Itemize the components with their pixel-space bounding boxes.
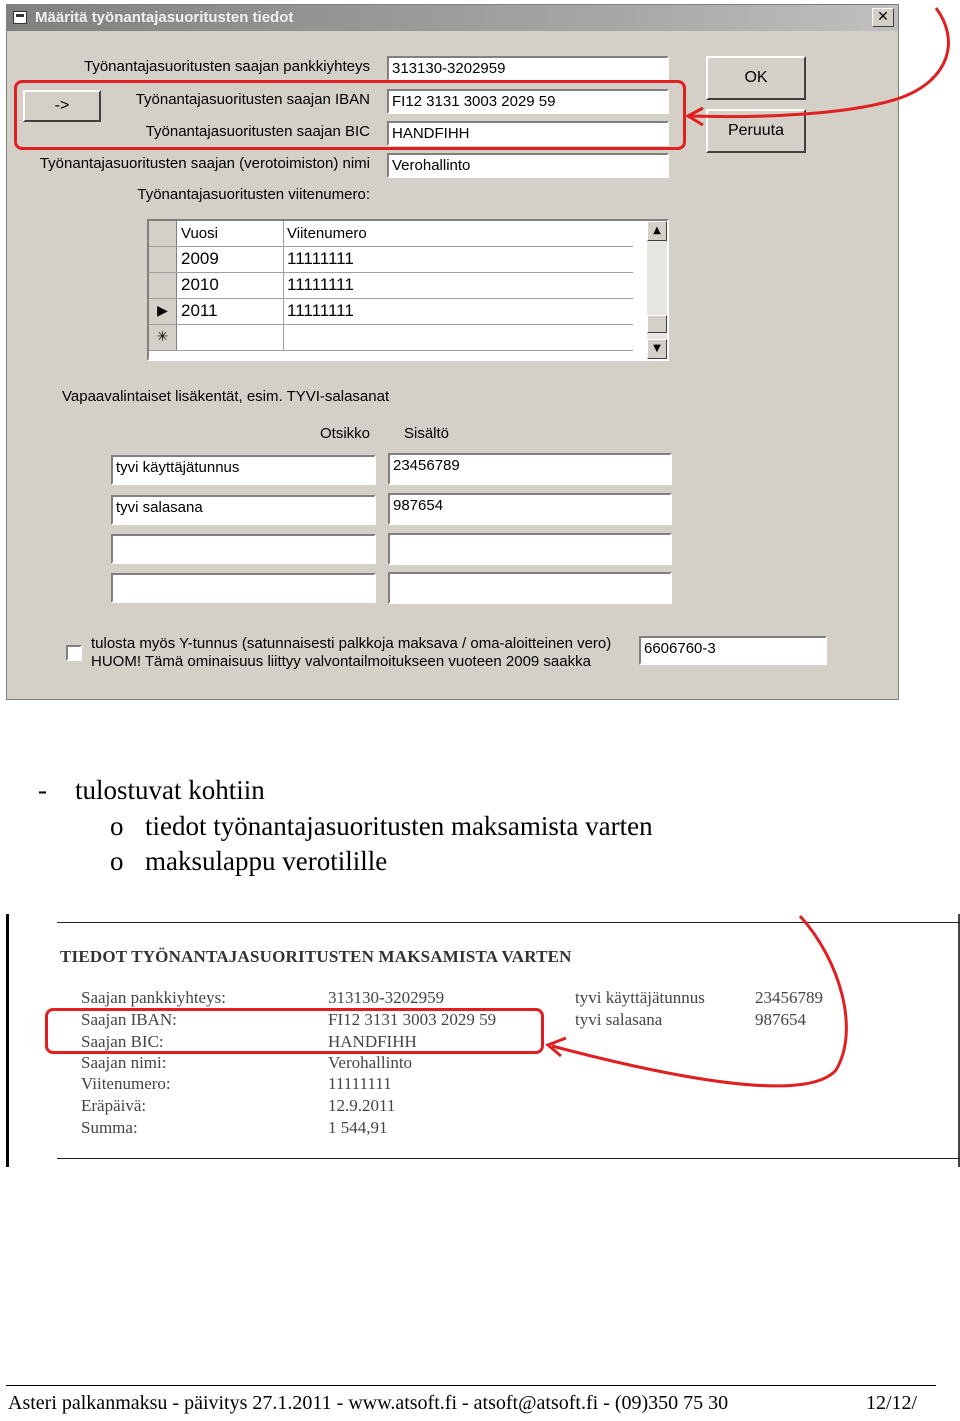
label-bank-account: Työnantajasuoritusten saajan pankkiyhteys	[83, 58, 370, 75]
iban-field[interactable]: FI12 3131 3003 2029 59	[387, 89, 669, 114]
grid-cell-year[interactable]: 2009	[181, 249, 219, 268]
label-bic: Työnantajasuoritusten saajan BIC	[145, 123, 370, 140]
footer-text: Asteri palkanmaksu - päivitys 27.1.2011 - www.atsoft.fi - atsoft@atsoft.fi - (09)350 75 30	[8, 1392, 729, 1414]
bank-account-field[interactable]: 313130-3202959	[387, 56, 669, 81]
scroll-up-icon[interactable]: ▲	[647, 221, 667, 241]
report-tyvi-label: tyvi salasana	[575, 1010, 663, 1029]
col-content-label: Sisältö	[404, 425, 450, 442]
extra-content-field-2[interactable]: 987654	[388, 493, 672, 525]
report-value: Verohallinto	[328, 1053, 413, 1072]
extra-title-field-1[interactable]: tyvi käyttäjätunnus	[111, 455, 376, 485]
report-value: 11111111	[328, 1074, 392, 1093]
close-button[interactable]: ✕	[872, 8, 894, 27]
scroll-down-icon[interactable]: ▼	[647, 339, 667, 359]
report-value: FI12 3131 3003 2029 59	[328, 1010, 497, 1029]
grid-cell-reference[interactable]: 11111111	[287, 275, 354, 294]
report-label: Saajan pankkiyhteys:	[81, 988, 226, 1007]
label-iban: Työnantajasuoritusten saajan IBAN	[135, 91, 370, 108]
checkbox-label-line1: tulosta myös Y-tunnus (satunnaisesti palkkoja maksava / oma-aloitteinen vero)	[91, 635, 612, 652]
sub-bullet-marker: o	[110, 846, 124, 876]
grid-cell-year[interactable]: 2010	[181, 275, 219, 294]
report-label: Viitenumero:	[81, 1074, 171, 1093]
checkbox-label-line2: HUOM! Tämä ominaisuus liittyy valvontailmoitukseen vuoteen 2009 saakka	[91, 653, 591, 670]
report-value: 1 544,91	[328, 1118, 388, 1137]
grid-cell-reference[interactable]: 11111111	[287, 249, 354, 268]
cancel-button[interactable]: Peruuta	[706, 109, 806, 153]
report-label: Saajan BIC:	[81, 1032, 164, 1051]
grid-cell-reference[interactable]: 11111111	[287, 301, 354, 320]
label-recipient-name: Työnantajasuoritusten saajan (verotoimiston) nimi	[39, 155, 370, 172]
copy-arrow-button[interactable]: ->	[23, 90, 101, 122]
sub-bullet-2: maksulappu verotilille	[145, 846, 388, 876]
bic-field[interactable]: HANDFIHH	[387, 121, 669, 146]
report-tyvi-value: 23456789	[755, 988, 823, 1007]
grid-cell-year[interactable]: 2011	[181, 301, 218, 320]
report-value: HANDFIHH	[328, 1032, 417, 1051]
extra-fields-heading: Vapaavalintaiset lisäkentät, esim. TYVI-salasanat	[62, 388, 390, 405]
recipient-name-field[interactable]: Verohallinto	[387, 153, 669, 178]
sub-bullet-marker: o	[110, 811, 124, 841]
report-label: Summa:	[81, 1118, 138, 1137]
ytunnus-field[interactable]: 6606760-3	[639, 636, 827, 665]
report-tyvi-value: 987654	[755, 1010, 806, 1029]
new-row-icon[interactable]: ✳	[149, 325, 177, 350]
report-value: 313130-3202959	[328, 988, 445, 1007]
grid-header-reference: Viitenumero	[287, 225, 367, 242]
top-arrow-line	[690, 8, 948, 117]
sub-bullet-1: tiedot työnantajasuoritusten maksamista varten	[145, 811, 653, 841]
report-title: TIEDOT TYÖNANTAJASUORITUSTEN MAKSAMISTA VARTEN	[60, 947, 572, 966]
bullet-main: tulostuvat kohtiin	[75, 775, 265, 805]
current-row-icon[interactable]: ▶	[149, 299, 177, 324]
report-label: Eräpäivä:	[81, 1096, 147, 1115]
footer-rule	[6, 1385, 936, 1386]
bottom-arrow-line	[552, 916, 846, 1086]
extra-title-field-2[interactable]: tyvi salasana	[111, 495, 376, 525]
bullet-dash: -	[38, 775, 47, 805]
report-label: Saajan IBAN:	[81, 1010, 177, 1029]
ok-button[interactable]: OK	[706, 56, 806, 100]
col-title-label: Otsikko	[320, 425, 371, 442]
grid-header-year: Vuosi	[181, 225, 218, 242]
report-label: Saajan nimi:	[81, 1053, 167, 1072]
report-tyvi-label: tyvi käyttäjätunnus	[575, 988, 705, 1007]
report-value: 12.9.2011	[328, 1096, 396, 1115]
label-reference: Työnantajasuoritusten viitenumero:	[137, 186, 370, 203]
page-number: 12/12/	[866, 1392, 918, 1414]
extra-content-field-1[interactable]: 23456789	[388, 453, 672, 485]
dialog-title: Määritä työnantajasuoritusten tiedot	[35, 9, 294, 26]
